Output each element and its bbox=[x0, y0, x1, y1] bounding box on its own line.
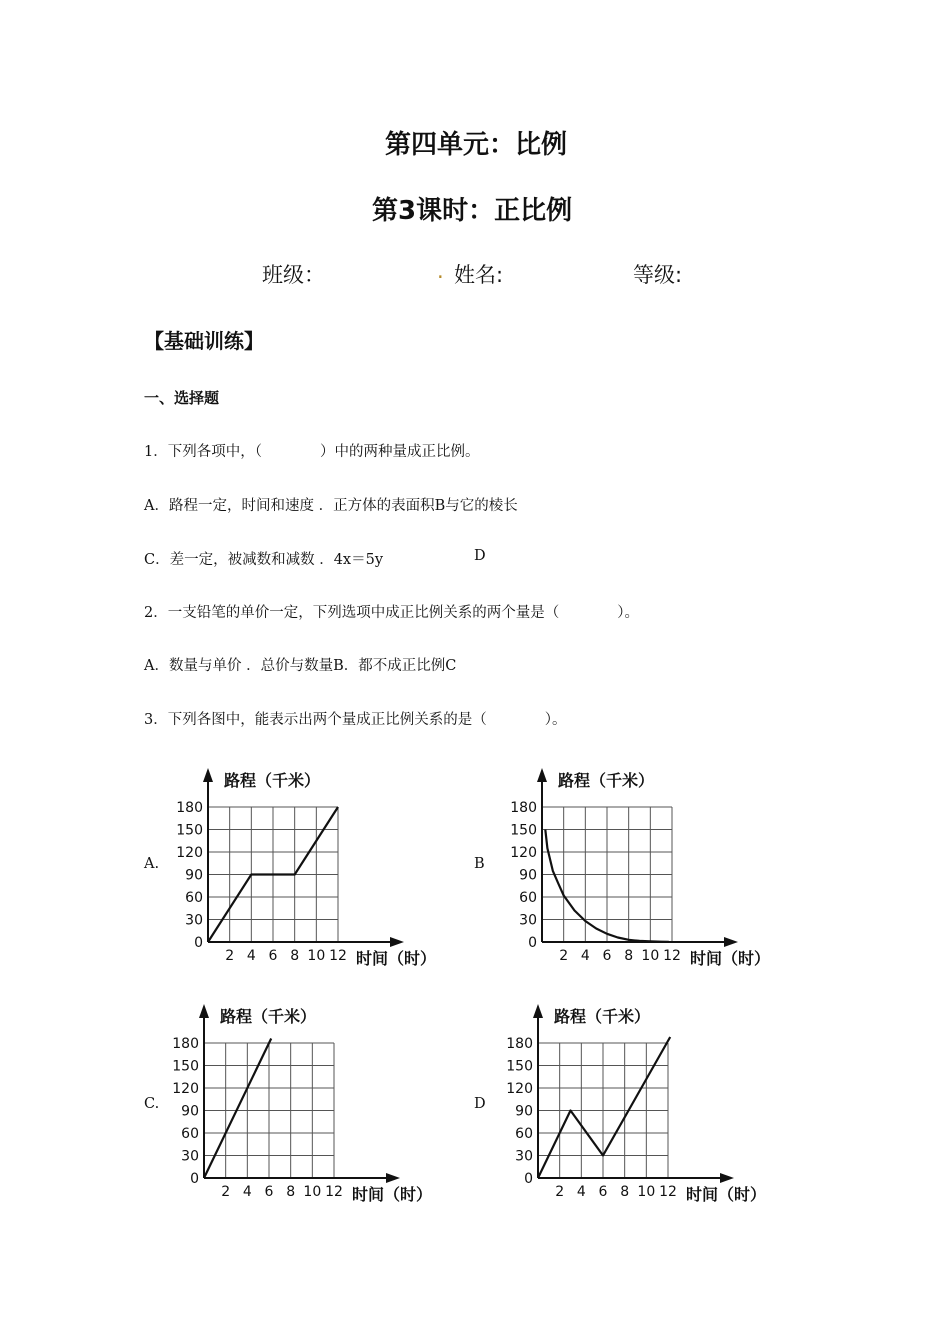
x-tick-label: 12 bbox=[659, 1184, 677, 1200]
option-label-d: D bbox=[474, 1096, 486, 1112]
x-tick-label: 2 bbox=[559, 948, 569, 964]
x-tick-label: 10 bbox=[307, 948, 326, 964]
x-axis-arrow bbox=[720, 1173, 734, 1183]
y-tick-label: 180 bbox=[506, 1036, 533, 1052]
x-tick-label: 2 bbox=[221, 1184, 231, 1200]
x-tick-label: 10 bbox=[641, 948, 660, 964]
y-tick-label: 60 bbox=[185, 890, 203, 906]
y-tick-label: 60 bbox=[181, 1126, 199, 1142]
y-tick-label: 90 bbox=[519, 867, 537, 884]
name-label: 姓名: bbox=[454, 263, 504, 287]
chart-option-b bbox=[494, 762, 794, 977]
y-axis-arrow bbox=[203, 768, 213, 782]
y-tick-label: 150 bbox=[176, 822, 203, 839]
y-tick-label: 180 bbox=[510, 800, 537, 816]
y-tick-label: 30 bbox=[185, 912, 203, 929]
x-tick-label: 6 bbox=[598, 1184, 608, 1200]
x-tick-label: 8 bbox=[620, 1184, 630, 1200]
y-tick-label: 30 bbox=[181, 1148, 199, 1165]
y-tick-label: 90 bbox=[185, 867, 203, 884]
y-tick-label: 30 bbox=[515, 1148, 533, 1165]
y-axis-title: 路程（千米） bbox=[224, 771, 321, 790]
separator-dot: . bbox=[437, 259, 444, 283]
option-label-c: C. bbox=[144, 1096, 160, 1112]
y-tick-label: 0 bbox=[190, 1171, 199, 1187]
class-label: 班级： bbox=[262, 263, 325, 287]
grade-label: 等级: bbox=[633, 263, 683, 287]
chart-1-grid bbox=[542, 807, 672, 942]
option-label-a: A. bbox=[144, 856, 160, 872]
x-tick-label: 4 bbox=[246, 948, 256, 964]
x-tick-label: 4 bbox=[576, 1184, 586, 1200]
lesson-title: 第3课时：正比例 bbox=[372, 196, 573, 226]
x-tick-label: 8 bbox=[290, 948, 300, 964]
chart-option-c bbox=[156, 998, 456, 1213]
x-tick-label: 10 bbox=[637, 1184, 656, 1200]
x-axis-arrow bbox=[390, 937, 404, 947]
chart-3-grid bbox=[538, 1043, 668, 1178]
x-axis-arrow bbox=[386, 1173, 400, 1183]
y-tick-label: 30 bbox=[519, 912, 537, 929]
y-tick-label: 180 bbox=[172, 1036, 199, 1052]
x-tick-label: 6 bbox=[602, 948, 612, 964]
x-axis-title: 时间（时） bbox=[686, 1185, 767, 1204]
page-title: 第四单元：比例 bbox=[385, 130, 568, 160]
y-tick-label: 180 bbox=[176, 800, 203, 816]
x-tick-label: 12 bbox=[663, 948, 681, 964]
y-tick-label: 60 bbox=[515, 1126, 533, 1142]
question-1-option-c: C．差一定，被减数和减数 ．4x＝5y bbox=[144, 552, 384, 568]
x-tick-label: 8 bbox=[286, 1184, 296, 1200]
y-axis-arrow bbox=[537, 768, 547, 782]
chart-option-a bbox=[160, 762, 460, 977]
y-tick-label: 0 bbox=[194, 935, 203, 951]
x-tick-label: 12 bbox=[329, 948, 347, 964]
chart-2-grid bbox=[204, 1043, 334, 1178]
y-tick-label: 120 bbox=[176, 845, 203, 861]
y-axis-title: 路程（千米） bbox=[220, 1007, 317, 1026]
y-tick-label: 0 bbox=[528, 935, 537, 951]
chart-option-d bbox=[490, 998, 790, 1213]
x-axis-title: 时间（时） bbox=[690, 949, 771, 968]
y-tick-label: 150 bbox=[506, 1058, 533, 1075]
y-axis-arrow bbox=[199, 1004, 209, 1018]
y-axis-arrow bbox=[533, 1004, 543, 1018]
x-axis-title: 时间（时） bbox=[352, 1185, 433, 1204]
series-line bbox=[204, 1039, 271, 1179]
y-tick-label: 150 bbox=[510, 822, 537, 839]
x-tick-label: 12 bbox=[325, 1184, 343, 1200]
question-2-options: A．数量与单价 ．总价与数量B．都不成正比例C bbox=[144, 658, 457, 674]
y-tick-label: 0 bbox=[524, 1171, 533, 1187]
question-1-option-d: D bbox=[474, 548, 486, 564]
y-tick-label: 90 bbox=[515, 1103, 533, 1120]
x-tick-label: 10 bbox=[303, 1184, 322, 1200]
question-1-option-a: A．路程一定，时间和速度 ．正方体的表面积B与它的棱长 bbox=[144, 498, 518, 514]
x-tick-label: 8 bbox=[624, 948, 634, 964]
y-tick-label: 150 bbox=[172, 1058, 199, 1075]
y-tick-label: 120 bbox=[172, 1081, 199, 1097]
part-heading: 一、选择题 bbox=[144, 389, 220, 407]
x-axis-arrow bbox=[724, 937, 738, 947]
x-tick-label: 4 bbox=[580, 948, 590, 964]
question-1: 1．下列各项中，（ ）中的两种量成正比例。 bbox=[144, 444, 480, 460]
option-label-b: B bbox=[474, 856, 485, 872]
y-axis-title: 路程（千米） bbox=[558, 771, 655, 790]
y-tick-label: 120 bbox=[510, 845, 537, 861]
series-line bbox=[538, 1037, 670, 1178]
x-tick-label: 6 bbox=[268, 948, 278, 964]
question-2: 2．一支铅笔的单价一定，下列选项中成正比例关系的两个量是（ ）。 bbox=[144, 605, 639, 621]
x-tick-label: 4 bbox=[242, 1184, 252, 1200]
x-axis-title: 时间（时） bbox=[356, 949, 437, 968]
y-tick-label: 90 bbox=[181, 1103, 199, 1120]
question-3: 3．下列各图中，能表示出两个量成正比例关系的是（ ）。 bbox=[144, 712, 567, 728]
y-tick-label: 60 bbox=[519, 890, 537, 906]
y-tick-label: 120 bbox=[506, 1081, 533, 1097]
x-tick-label: 2 bbox=[225, 948, 235, 964]
section-heading: 【基础训练】 bbox=[144, 329, 264, 353]
y-axis-title: 路程（千米） bbox=[554, 1007, 651, 1026]
x-tick-label: 2 bbox=[555, 1184, 565, 1200]
x-tick-label: 6 bbox=[264, 1184, 274, 1200]
